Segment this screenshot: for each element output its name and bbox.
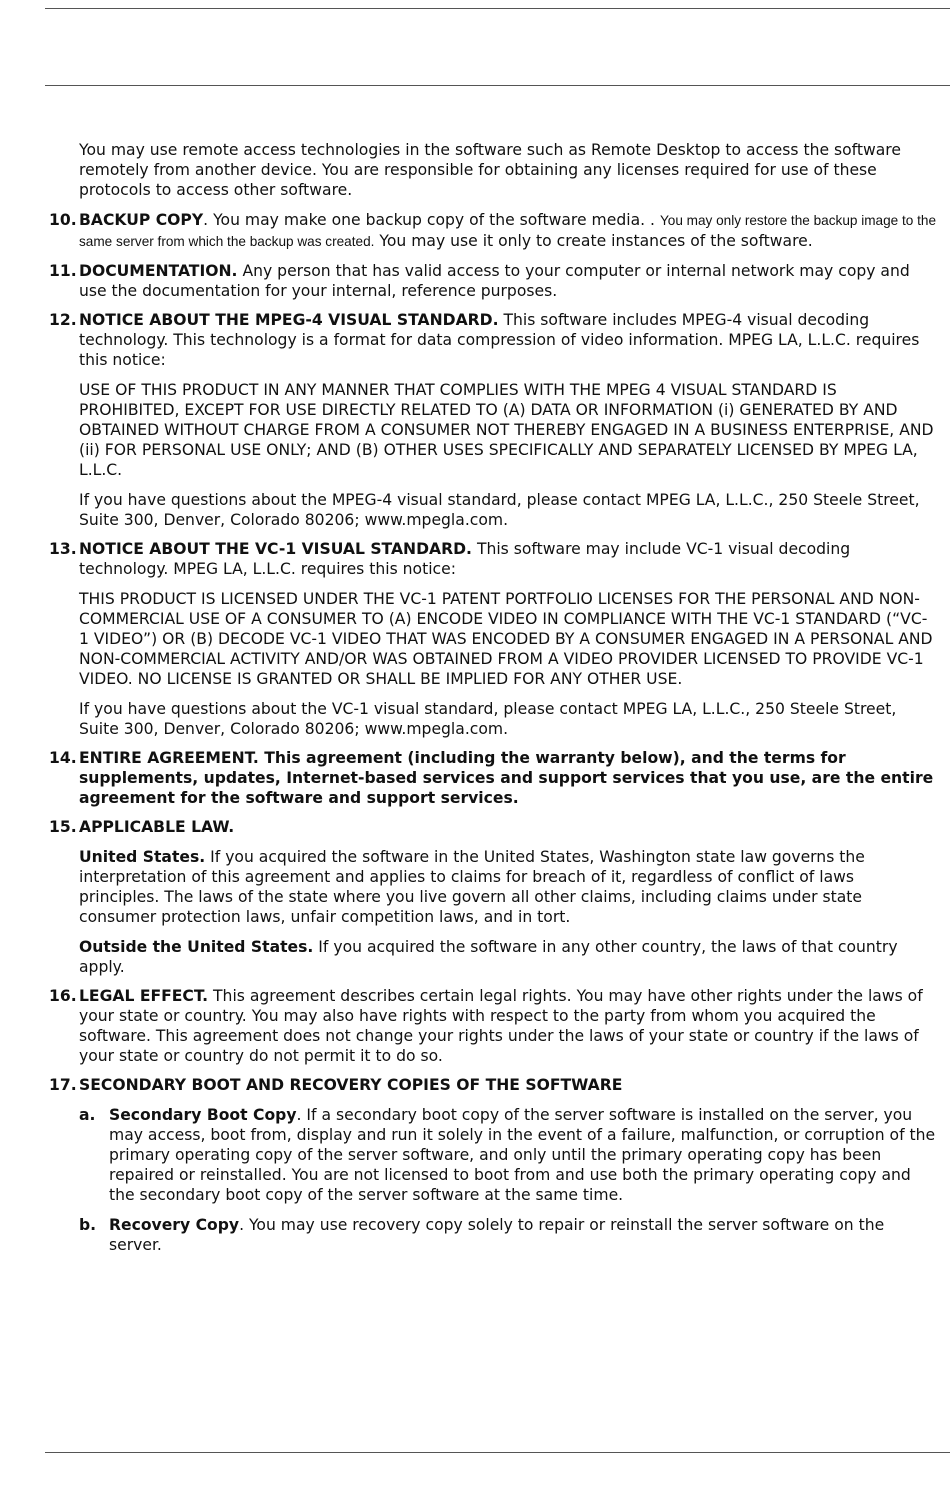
section-vc1-notice: [49, 539, 937, 739]
item-text: . You may use recovery copy solely to repair or reinstall the server software on the server.: [109, 1216, 885, 1254]
item-text: . If a secondary boot copy of the server software is installed on the server, you may access, boot from, display and run it solely in the event of a failure, malfunction, or corruption of the primary operating copy of the server software, and only until the primary operating copy has been repaired or reinstalled. You are not licensed to boot from and use both the primary operating copy and the secondary boot copy of the server software at the same time.: [109, 1106, 936, 1204]
section-secondary-boot: [49, 1075, 937, 1255]
subsection-title: Outside the United States.: [79, 938, 314, 956]
section-text: This agreement describes certain legal rights. You may have other rights under the laws of your state or country. You may also have rights with respect to the party from whom you acquired the software. This agreement does not change your rights under the laws of your state or country if the laws of your state or country do not permit it to do so.: [79, 987, 923, 1065]
section-title: LEGAL EFFECT.: [79, 987, 209, 1005]
subsection-list: [79, 1105, 937, 1255]
item-letter: a.: [79, 1106, 96, 1124]
section-title: ENTIRE AGREEMENT. This agreement (including the warranty below), and the terms for supplements, updates, Internet-based services and support services that you use, are the entire agreement for the software and support services.: [79, 749, 934, 807]
list-item: [79, 1215, 937, 1255]
section-mpeg4-notice: [49, 310, 937, 530]
section-applicable-law: [49, 817, 937, 977]
section-text: . You may make one backup copy of the software media. .: [203, 211, 660, 229]
section-title: NOTICE ABOUT THE MPEG-4 VISUAL STANDARD.: [79, 311, 499, 329]
mpeg4-notice-text: USE OF THIS PRODUCT IN ANY MANNER THAT COMPLIES WITH THE MPEG 4 VISUAL STANDARD IS PROHIBITED, EXCEPT FOR USE DIRECTLY RELATED TO (A) DATA OR INFORMATION (i) GENERATED BY AND OBTAINED WITHOUT CHARGE FROM A CONSUMER NOT THEREBY ENGAGED IN A BUSINESS ENTERPRISE, AND (ii) FOR PERSONAL USE ONLY; AND (B) OTHER USES SPECIFICALLY AND SEPARATELY LICENSED BY MPEG LA, L.L.C.: [79, 381, 934, 479]
item-title: Recovery Copy: [109, 1216, 240, 1234]
section-text-small: You may only restore the backup image to the same server from which the backup was created.: [79, 213, 937, 249]
section-entire-agreement: [49, 748, 937, 808]
subsection-text: If you acquired the software in any other country, the laws of that country apply.: [79, 938, 898, 976]
list-item: [79, 1105, 937, 1205]
mpeg4-contact-text: If you have questions about the MPEG-4 visual standard, please contact MPEG LA, L.L.C., 250 Steele Street, Suite 300, Denver, Colorado 80206; www.mpegla.com.: [79, 491, 920, 529]
section-number: 11.: [49, 262, 77, 280]
subsection-text: If you acquired the software in the United States, Washington state law governs the interpretation of this agreement and applies to claims for breach of it, regardless of conflict of laws principles. The laws of the state where you live govern all other claims, including claims under state consumer protection laws, unfair competition laws, and in tort.: [79, 848, 865, 926]
section-title: DOCUMENTATION.: [79, 262, 238, 280]
section-number: 15.: [49, 818, 77, 836]
section-documentation: [49, 261, 937, 301]
section-backup-copy: [49, 210, 937, 252]
item-title: Secondary Boot Copy: [109, 1106, 297, 1124]
section-number: 16.: [49, 987, 77, 1005]
section-number: 13.: [49, 540, 77, 558]
section-text: You may use it only to create instances of the software.: [374, 232, 813, 250]
section-legal-effect: [49, 986, 937, 1066]
header-rule: [45, 85, 950, 86]
footer-rule: [45, 1452, 950, 1453]
section-title: BACKUP COPY: [79, 211, 204, 229]
license-text: [49, 140, 937, 1265]
section-number: 10.: [49, 211, 77, 229]
section-text: This software includes MPEG-4 visual decoding technology. This technology is a format for data compression of video information. MPEG LA, L.L.C. requires this notice:: [79, 311, 920, 369]
section-number: 12.: [49, 311, 77, 329]
remote-access-paragraph: You may use remote access technologies in the software such as Remote Desktop to access the software remotely from another device. You are responsible for obtaining any licenses required for use of these protocols to access other software.: [79, 141, 901, 199]
section-title: NOTICE ABOUT THE VC-1 VISUAL STANDARD.: [79, 540, 472, 558]
top-rule: [45, 8, 950, 9]
section-title: APPLICABLE LAW.: [79, 818, 235, 836]
section-title: SECONDARY BOOT AND RECOVERY COPIES OF THE SOFTWARE: [79, 1076, 623, 1094]
section-number: 14.: [49, 749, 77, 767]
vc1-notice-text: THIS PRODUCT IS LICENSED UNDER THE VC-1 PATENT PORTFOLIO LICENSES FOR THE PERSONAL AND NON-COMMERCIAL USE OF A CONSUMER TO (A) ENCODE VIDEO IN COMPLIANCE WITH THE VC-1 STANDARD (“VC-1 VIDEO”) OR (B) DECODE VC-1 VIDEO THAT WAS ENCODED BY A CONSUMER ENGAGED IN A PERSONAL AND NON-COMMERCIAL ACTIVITY AND/OR WAS OBTAINED FROM A VIDEO PROVIDER LICENSED TO PROVIDE VC-1 VIDEO. NO LICENSE IS GRANTED OR SHALL BE IMPLIED FOR ANY OTHER USE.: [79, 590, 933, 688]
section-number: 17.: [49, 1076, 77, 1094]
section-text: Any person that has valid access to your computer or internal network may copy and use the documentation for your internal, reference purposes.: [79, 262, 910, 300]
item-letter: b.: [79, 1216, 97, 1234]
section-text: This software may include VC-1 visual decoding technology. MPEG LA, L.L.C. requires this notice:: [79, 540, 851, 578]
subsection-title: United States.: [79, 848, 206, 866]
vc1-contact-text: If you have questions about the VC-1 visual standard, please contact MPEG LA, L.L.C., 250 Steele Street, Suite 300, Denver, Colorado 80206; www.mpegla.com.: [79, 700, 897, 738]
